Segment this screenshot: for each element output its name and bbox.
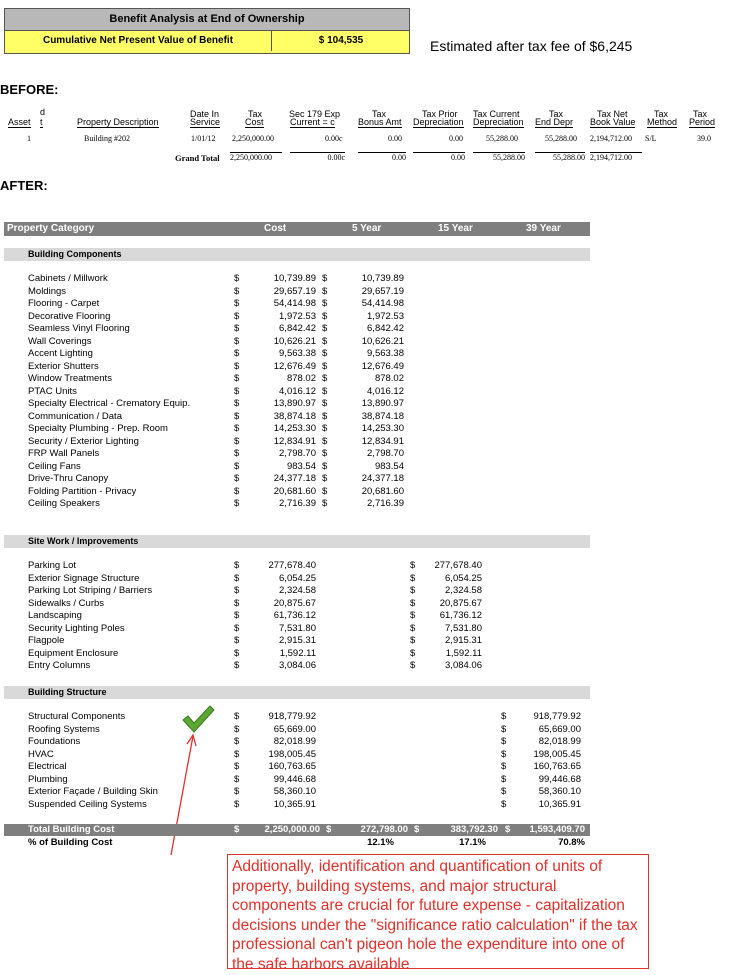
cost-currency: $ xyxy=(234,635,240,646)
value-currency: $ xyxy=(410,622,416,634)
table-row xyxy=(28,311,608,324)
table-row xyxy=(28,498,608,511)
table-row xyxy=(28,711,608,724)
value-currency: $ xyxy=(501,748,507,760)
cost-currency: $ xyxy=(234,410,240,422)
table-row xyxy=(28,635,608,648)
row-name: Landscaping xyxy=(28,610,82,621)
section-title: Building Structure xyxy=(28,687,107,697)
grand-total-label: Grand Total xyxy=(175,153,220,163)
cost-currency: $ xyxy=(234,398,240,409)
header-net2: Book Value xyxy=(590,117,636,127)
value-currency: $ xyxy=(322,273,328,284)
header-end1: Tax xyxy=(549,109,564,119)
row-value: 65,669.00 xyxy=(538,723,581,735)
row-cost: 54,414.98 xyxy=(273,298,316,309)
table-row xyxy=(28,286,608,299)
row-value: 198,005.45 xyxy=(533,748,581,760)
header-t: t xyxy=(40,117,43,127)
row-value: 61,736.12 xyxy=(439,610,482,621)
cost-currency: $ xyxy=(234,723,240,735)
value-currency: $ xyxy=(322,410,328,422)
table-row xyxy=(28,448,608,461)
row-cost: 20,681.60 xyxy=(273,485,316,497)
row-value: 20,681.60 xyxy=(361,485,404,497)
table-row xyxy=(28,799,608,812)
row-name: Seamless Vinyl Flooring xyxy=(28,323,130,334)
row-cost: 2,716.39 xyxy=(279,498,316,509)
header-d: d xyxy=(40,107,46,117)
row-value: 14,253.30 xyxy=(361,423,404,434)
row-name: Communication / Data xyxy=(28,410,122,422)
header-current2: Depreciation xyxy=(473,117,524,127)
table-row xyxy=(28,323,608,336)
percent-label: % of Building Cost xyxy=(28,837,113,848)
header-39-year: 39 Year xyxy=(526,223,561,234)
table-row xyxy=(28,411,608,424)
cost-currency: $ xyxy=(234,748,240,760)
cost-currency: $ xyxy=(234,373,240,384)
cost-currency: $ xyxy=(234,798,240,810)
cell-prior: 0.00 xyxy=(449,134,463,143)
cost-currency: $ xyxy=(234,348,240,359)
benefit-value: $ 104,535 xyxy=(318,35,364,46)
total-15y-currency: $ xyxy=(414,824,420,835)
before-label: BEFORE: xyxy=(0,82,59,97)
before-table xyxy=(0,104,736,166)
row-name: Moldings xyxy=(28,285,67,297)
cell-sec179: 0.00c xyxy=(325,134,343,143)
row-value: 1,972.53 xyxy=(367,310,404,322)
value-currency: $ xyxy=(322,460,328,472)
cost-currency: $ xyxy=(234,473,240,484)
cost-currency: $ xyxy=(234,485,240,497)
row-value: 58,360.10 xyxy=(538,786,581,797)
row-name: Plumbing xyxy=(28,773,68,785)
value-currency: $ xyxy=(322,348,328,359)
value-currency: $ xyxy=(501,711,507,722)
cell-bonus: 0.00 xyxy=(388,134,402,143)
row-cost: 58,360.10 xyxy=(273,786,316,797)
row-name: Exterior Façade / Building Skin xyxy=(28,786,158,797)
table-row xyxy=(28,461,608,474)
row-name: Specialty Plumbing - Prep. Room xyxy=(28,423,168,434)
row-value: 2,915.31 xyxy=(445,635,482,646)
row-cost: 878.02 xyxy=(286,373,316,384)
row-name: Accent Lighting xyxy=(28,348,93,359)
table-row xyxy=(28,336,608,349)
table-row xyxy=(28,749,608,762)
percent-15-year: 17.1% xyxy=(459,837,486,848)
table-row xyxy=(28,623,608,636)
row-cost: 918,779.92 xyxy=(268,711,316,722)
row-cost: 1,592.11 xyxy=(279,647,316,659)
value-currency: $ xyxy=(410,560,416,571)
header-bonus1: Tax xyxy=(372,109,387,119)
table-row xyxy=(0,134,736,144)
total-39-year: 1,593,409.70 xyxy=(529,824,585,835)
row-cost: 4,016.12 xyxy=(279,385,316,397)
cost-currency: $ xyxy=(234,323,240,334)
row-cost: 82,018.99 xyxy=(273,736,316,747)
row-value: 10,626.21 xyxy=(361,335,404,347)
row-value: 160,763.65 xyxy=(533,761,581,772)
row-name: Specialty Electrical - Crematory Equip. xyxy=(28,398,191,409)
cost-currency: $ xyxy=(234,423,240,434)
value-currency: $ xyxy=(501,773,507,785)
row-name: Flagpole xyxy=(28,635,65,646)
benefit-label: Cumulative Net Present Value of Benefit xyxy=(5,31,272,51)
value-currency: $ xyxy=(322,335,328,347)
cost-currency: $ xyxy=(234,761,240,772)
value-currency: $ xyxy=(322,423,328,434)
row-cost: 6,054.25 xyxy=(279,572,316,584)
row-name: Parking Lot xyxy=(28,560,77,571)
cell-description: Building #202 xyxy=(84,134,131,143)
cost-currency: $ xyxy=(234,498,240,509)
row-cost: 38,874.18 xyxy=(273,410,316,422)
cost-currency: $ xyxy=(234,273,240,284)
row-value: 2,798.70 xyxy=(367,448,404,459)
cost-currency: $ xyxy=(234,310,240,322)
cost-currency: $ xyxy=(234,647,240,659)
cost-currency: $ xyxy=(234,448,240,459)
value-currency: $ xyxy=(322,285,328,297)
table-row xyxy=(28,361,608,374)
cost-currency: $ xyxy=(234,460,240,472)
row-name: Flooring - Carpet xyxy=(28,298,100,309)
table-row xyxy=(28,473,608,486)
cost-currency: $ xyxy=(234,597,240,609)
cell-net: 2,194,712.00 xyxy=(590,134,632,143)
row-value: 20,875.67 xyxy=(439,597,482,609)
row-cost: 10,626.21 xyxy=(273,335,316,347)
row-name: Exterior Signage Structure xyxy=(28,572,140,584)
cost-currency: $ xyxy=(234,711,240,722)
header-sec179-2: Current = c xyxy=(290,117,335,127)
grand-total-row xyxy=(0,152,736,166)
row-cost: 2,915.31 xyxy=(279,635,316,646)
table-row xyxy=(28,560,608,573)
row-name: Folding Partition - Privacy xyxy=(28,485,137,497)
row-value: 6,054.25 xyxy=(445,572,482,584)
header-cost1: Tax xyxy=(248,109,263,119)
row-name: Electrical xyxy=(28,761,67,772)
cell-method: S/L xyxy=(645,134,657,143)
section-title: Building Components xyxy=(28,249,122,259)
row-name: Parking Lot Striping / Barriers xyxy=(28,585,153,596)
cost-currency: $ xyxy=(234,360,240,372)
cell-asset: 1 xyxy=(27,134,31,143)
cost-currency: $ xyxy=(234,285,240,297)
row-name: Suspended Ceiling Systems xyxy=(28,798,147,810)
header-prior1: Tax Prior xyxy=(422,109,458,119)
cell-period: 39.0 xyxy=(697,134,711,143)
table-row xyxy=(28,660,608,673)
row-cost: 2,798.70 xyxy=(279,448,316,459)
cost-currency: $ xyxy=(234,335,240,347)
row-cost: 160,763.65 xyxy=(268,761,316,772)
value-currency: $ xyxy=(410,635,416,646)
row-name: Exterior Shutters xyxy=(28,360,99,372)
row-value: 54,414.98 xyxy=(361,298,404,309)
row-value: 4,016.12 xyxy=(367,385,404,397)
cost-currency: $ xyxy=(234,585,240,596)
row-value: 38,874.18 xyxy=(361,410,404,422)
header-net1: Tax Net xyxy=(597,109,628,119)
row-name: Ceiling Speakers xyxy=(28,498,100,509)
cell-end: 55,288.00 xyxy=(545,134,577,143)
table-row xyxy=(28,585,608,598)
total-cost: 2,250,000.00 xyxy=(230,152,282,162)
row-cost: 2,324.58 xyxy=(279,585,316,596)
cell-cost: 2,250,000.00 xyxy=(232,134,274,143)
row-value: 12,676.49 xyxy=(361,360,404,372)
row-name: Security Lighting Poles xyxy=(28,622,125,634)
table-row xyxy=(28,774,608,787)
cost-currency: $ xyxy=(234,435,240,447)
total-end: 55,288.00 xyxy=(535,152,585,162)
row-name: FRP Wall Panels xyxy=(28,448,100,459)
row-cost: 65,669.00 xyxy=(273,723,316,735)
cell-date: 1/01/12 xyxy=(191,134,216,143)
cost-currency: $ xyxy=(234,736,240,747)
row-cost: 983.54 xyxy=(286,460,316,472)
row-cost: 14,253.30 xyxy=(273,423,316,434)
fee-note: Estimated after tax fee of $6,245 xyxy=(430,38,633,54)
value-currency: $ xyxy=(501,798,507,810)
table-row xyxy=(28,648,608,661)
table-row xyxy=(28,298,608,311)
value-currency: $ xyxy=(322,435,328,447)
row-value: 277,678.40 xyxy=(434,560,482,571)
row-value: 12,834.91 xyxy=(361,435,404,447)
total-cost-currency: $ xyxy=(234,824,240,835)
value-currency: $ xyxy=(410,585,416,596)
row-cost: 277,678.40 xyxy=(268,560,316,571)
row-cost: 29,657.19 xyxy=(273,285,316,297)
row-cost: 3,084.06 xyxy=(279,660,316,671)
total-net: 2,194,712.00 xyxy=(590,152,642,162)
value-currency: $ xyxy=(322,373,328,384)
value-currency: $ xyxy=(322,398,328,409)
row-value: 983.54 xyxy=(374,460,404,472)
row-value: 9,563.38 xyxy=(367,348,404,359)
header-asset: Asset xyxy=(8,117,31,127)
row-cost: 10,739.89 xyxy=(273,273,316,284)
header-prior2: Depreciation xyxy=(413,117,464,127)
cell-current: 55,288.00 xyxy=(486,134,518,143)
row-name: Structural Components xyxy=(28,711,126,722)
row-name: Wall Coverings xyxy=(28,335,92,347)
after-table-header xyxy=(4,222,590,236)
value-currency: $ xyxy=(322,298,328,309)
row-value: 82,018.99 xyxy=(538,736,581,747)
value-currency: $ xyxy=(501,761,507,772)
row-value: 29,657.19 xyxy=(361,285,404,297)
table-row xyxy=(28,786,608,799)
header-cost2: Cost xyxy=(245,117,264,127)
row-name: Drive-Thru Canopy xyxy=(28,473,109,484)
row-value: 24,377.18 xyxy=(361,473,404,484)
percent-building-cost-row xyxy=(4,837,590,849)
value-currency: $ xyxy=(410,660,416,671)
row-value: 6,842.42 xyxy=(367,323,404,334)
table-row xyxy=(28,736,608,749)
value-currency: $ xyxy=(322,448,328,459)
benefit-analysis-box xyxy=(4,8,410,54)
header-period2: Period xyxy=(689,117,716,127)
row-name: Entry Columns xyxy=(28,660,91,671)
row-value: 2,716.39 xyxy=(367,498,404,509)
after-label: AFTER: xyxy=(0,178,48,193)
header-5-year: 5 Year xyxy=(352,223,382,234)
row-name: Window Treatments xyxy=(28,373,112,384)
total-current: 55,288.00 xyxy=(473,152,525,162)
table-row xyxy=(28,724,608,737)
header-cost: Cost xyxy=(264,223,287,234)
row-cost: 10,365.91 xyxy=(273,798,316,810)
header-date1: Date In xyxy=(190,109,220,119)
benefit-row xyxy=(5,31,409,53)
cost-currency: $ xyxy=(234,572,240,584)
header-property-description: Property Description xyxy=(77,117,159,127)
total-5-year: 272,798.00 xyxy=(360,824,408,835)
section-building-components xyxy=(4,248,590,261)
total-39y-currency: $ xyxy=(505,824,511,835)
value-currency: $ xyxy=(322,498,328,509)
table-row xyxy=(28,598,608,611)
header-date2: Service xyxy=(190,117,221,127)
header-current1: Tax Current xyxy=(473,109,520,119)
total-15-year: 383,792.30 xyxy=(450,824,498,835)
section-building-structure xyxy=(4,686,590,699)
header-method1: Tax xyxy=(654,109,669,119)
row-value: 2,324.58 xyxy=(445,585,482,596)
value-currency: $ xyxy=(501,723,507,735)
row-cost: 13,890.97 xyxy=(273,398,316,409)
row-cost: 24,377.18 xyxy=(273,473,316,484)
row-name: PTAC Units xyxy=(28,385,77,397)
total-cost: 2,250,000.00 xyxy=(264,824,320,835)
table-row xyxy=(28,423,608,436)
header-bonus2: Bonus Amt xyxy=(358,117,402,127)
table-row xyxy=(28,486,608,499)
row-name: Security / Exterior Lighting xyxy=(28,435,139,447)
value-currency: $ xyxy=(410,597,416,609)
header-sec179-1: Sec 179 Exp xyxy=(289,109,341,119)
row-name: Roofing Systems xyxy=(28,723,100,735)
value-currency: $ xyxy=(410,647,416,659)
row-name: HVAC xyxy=(28,748,54,760)
row-cost: 198,005.45 xyxy=(268,748,316,760)
value-currency: $ xyxy=(501,786,507,797)
cost-currency: $ xyxy=(234,786,240,797)
table-row xyxy=(28,573,608,586)
table-row xyxy=(28,398,608,411)
table-row xyxy=(28,348,608,361)
row-cost: 99,446.68 xyxy=(273,773,316,785)
header-period1: Tax xyxy=(693,109,708,119)
table-row xyxy=(28,610,608,623)
value-currency: $ xyxy=(322,485,328,497)
row-name: Foundations xyxy=(28,736,81,747)
cost-currency: $ xyxy=(234,298,240,309)
cost-currency: $ xyxy=(234,622,240,634)
total-label: Total Building Cost xyxy=(28,824,115,835)
row-cost: 61,736.12 xyxy=(273,610,316,621)
percent-39-year: 70.8% xyxy=(558,837,585,848)
cost-currency: $ xyxy=(234,610,240,621)
section-site-work xyxy=(4,535,590,548)
row-cost: 12,676.49 xyxy=(273,360,316,372)
total-5y-currency: $ xyxy=(326,824,332,835)
row-name: Ceiling Fans xyxy=(28,460,81,472)
row-name: Cabinets / Millwork xyxy=(28,273,108,284)
callout-note: Additionally, identification and quantification of units of property, building systems, and major structural components are crucial for future expense - capitalization decisions under the "significance ratio calculation" if the tax professional can't pigeon hole the expenditure into one of the safe harbors available xyxy=(227,854,649,969)
value-currency: $ xyxy=(410,572,416,584)
table-row xyxy=(28,436,608,449)
total-prior: 0.00 xyxy=(413,152,465,162)
row-value: 10,365.91 xyxy=(538,798,581,810)
row-cost: 9,563.38 xyxy=(279,348,316,359)
total-building-cost-row xyxy=(4,824,590,836)
value-currency: $ xyxy=(322,323,328,334)
value-currency: $ xyxy=(501,736,507,747)
value-currency: $ xyxy=(322,473,328,484)
benefit-title: Benefit Analysis at End of Ownership xyxy=(5,9,409,31)
row-value: 99,446.68 xyxy=(538,773,581,785)
value-currency: $ xyxy=(322,360,328,372)
row-cost: 7,531.80 xyxy=(279,622,316,634)
value-currency: $ xyxy=(410,610,416,621)
table-row xyxy=(28,386,608,399)
row-cost: 1,972.53 xyxy=(279,310,316,322)
cost-currency: $ xyxy=(234,773,240,785)
row-cost: 20,875.67 xyxy=(273,597,316,609)
total-sec179: 0.00c xyxy=(290,152,345,162)
cost-currency: $ xyxy=(234,660,240,671)
header-property-category: Property Category xyxy=(7,223,95,234)
row-value: 918,779.92 xyxy=(533,711,581,722)
row-value: 878.02 xyxy=(374,373,404,384)
header-15-year: 15 Year xyxy=(438,223,473,234)
row-name: Sidewalks / Curbs xyxy=(28,597,105,609)
table-row xyxy=(28,761,608,774)
row-cost: 6,842.42 xyxy=(279,323,316,334)
row-cost: 12,834.91 xyxy=(273,435,316,447)
percent-5-year: 12.1% xyxy=(367,837,394,848)
row-value: 7,531.80 xyxy=(445,622,482,634)
total-bonus: 0.00 xyxy=(358,152,406,162)
row-value: 13,890.97 xyxy=(361,398,404,409)
value-currency: $ xyxy=(322,385,328,397)
row-value: 3,084.06 xyxy=(445,660,482,671)
table-row xyxy=(28,373,608,386)
row-name: Decorative Flooring xyxy=(28,310,111,322)
table-row xyxy=(28,273,608,286)
section-title: Site Work / Improvements xyxy=(28,536,139,546)
header-end2: End Depr xyxy=(535,117,574,127)
row-value: 10,739.89 xyxy=(361,273,404,284)
value-currency: $ xyxy=(322,310,328,322)
row-name: Equipment Enclosure xyxy=(28,647,119,659)
cost-currency: $ xyxy=(234,385,240,397)
header-method2: Method xyxy=(647,117,678,127)
cost-currency: $ xyxy=(234,560,240,571)
row-value: 1,592.11 xyxy=(445,647,482,659)
